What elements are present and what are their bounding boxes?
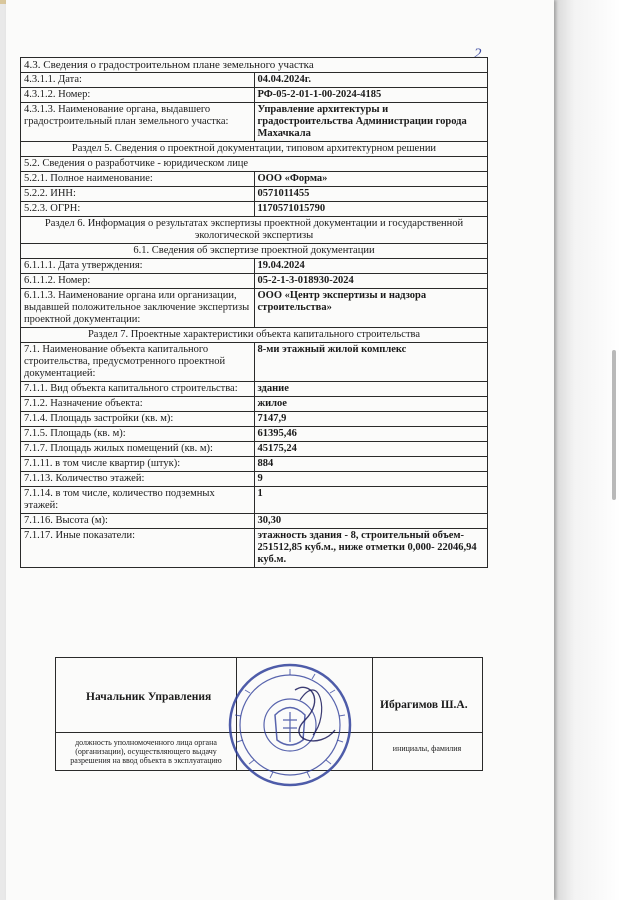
characteristic-row — [21, 514, 488, 529]
expertise-row — [21, 274, 488, 289]
characteristic-value: 884 — [254, 457, 488, 472]
characteristic-row — [21, 397, 488, 412]
page-number: 2 — [474, 46, 482, 62]
section5-title: Раздел 5. Сведения о проектной документации, типовом архитектурном решении — [21, 142, 488, 157]
characteristic-value: 7147,9 — [254, 412, 488, 427]
section61-row — [21, 244, 488, 259]
developer-label: 5.2.1. Полное наименование: — [21, 172, 255, 187]
gpzu-value: РФ-05-2-01-1-00-2024-4185 — [254, 88, 488, 103]
expertise-label: 6.1.1.2. Номер: — [21, 274, 255, 289]
scrollbar[interactable] — [612, 350, 616, 500]
characteristic-value: этажность здания - 8, строительный объем- 251512,85 куб.м., ниже отметки 0,000- 22046,94 куб.м. — [254, 529, 488, 568]
gpzu-label: 4.3.1.3. Наименование органа, выдавшего градостроительный план земельного участка: — [21, 103, 255, 142]
official-seal-stamp — [225, 660, 355, 790]
developer-row — [21, 202, 488, 217]
expertise-rows — [21, 259, 488, 328]
expertise-value: ООО «Центр экспертизы и надзора строительства» — [254, 289, 488, 328]
developer-value: ООО «Форма» — [254, 172, 488, 187]
background-right — [554, 0, 621, 900]
characteristic-row — [21, 472, 488, 487]
name-caption: инициалы, фамилия — [392, 744, 462, 753]
gpzu-value: 04.04.2024г. — [254, 73, 488, 88]
characteristic-row — [21, 529, 488, 568]
section52-row — [21, 157, 488, 172]
section7-row — [21, 328, 488, 343]
characteristic-value: 45175,24 — [254, 442, 488, 457]
section52-title: 5.2. Сведения о разработчике - юридическом лице — [21, 157, 488, 172]
gpzu-label: 4.3.1.2. Номер: — [21, 88, 255, 103]
characteristic-row — [21, 457, 488, 472]
permit-table — [20, 57, 488, 568]
header-row — [21, 58, 488, 73]
characteristic-label: 7.1.13. Количество этажей: — [21, 472, 255, 487]
characteristic-label: 7.1.14. в том числе, количество подземных этажей: — [21, 487, 255, 514]
characteristic-label: 7.1.4. Площадь застройки (кв. м): — [21, 412, 255, 427]
section61-title: 6.1. Сведения об экспертизе проектной документации — [21, 244, 488, 259]
characteristic-label: 7.1. Наименование объекта капитального строительства, предусмотренного проектной документацией: — [21, 343, 255, 382]
section6-title: Раздел 6. Информация о результатах экспертизы проектной документации и государственной экологической экспертизы — [21, 217, 488, 244]
signatory-name: Ибрагимов Ш.А. — [380, 699, 468, 711]
characteristic-label: 7.1.2. Назначение объекта: — [21, 397, 255, 412]
characteristic-row — [21, 487, 488, 514]
developer-value: 0571011455 — [254, 187, 488, 202]
characteristic-value: жилое — [254, 397, 488, 412]
characteristic-value: 8-ми этажный жилой комплекс — [254, 343, 488, 382]
gpzu-rows — [21, 73, 488, 142]
developer-value: 1170571015790 — [254, 202, 488, 217]
section6-row — [21, 217, 488, 244]
position-caption: должность уполномоченного лица органа (организации), осуществляющего выдачу разрешения на ввод объекта в эксплуатацию — [70, 738, 222, 765]
section7-title: Раздел 7. Проектные характеристики объекта капитального строительства — [21, 328, 488, 343]
gpzu-row — [21, 88, 488, 103]
characteristic-row — [21, 343, 488, 382]
developer-label: 5.2.3. ОГРН: — [21, 202, 255, 217]
characteristic-label: 7.1.16. Высота (м): — [21, 514, 255, 529]
characteristic-label: 7.1.5. Площадь (кв. м): — [21, 427, 255, 442]
signature-divider — [372, 658, 373, 770]
characteristic-row — [21, 442, 488, 457]
characteristic-label: 7.1.7. Площадь жилых помещений (кв. м): — [21, 442, 255, 457]
characteristic-value: 30,30 — [254, 514, 488, 529]
expertise-row — [21, 289, 488, 328]
developer-row — [21, 172, 488, 187]
characteristic-label: 7.1.11. в том числе квартир (штук): — [21, 457, 255, 472]
characteristic-row — [21, 382, 488, 397]
characteristic-label: 7.1.1. Вид объекта капитального строительства: — [21, 382, 255, 397]
expertise-label: 6.1.1.1. Дата утверждения: — [21, 259, 255, 274]
developer-row — [21, 187, 488, 202]
characteristic-row — [21, 412, 488, 427]
characteristic-value: 61395,46 — [254, 427, 488, 442]
expertise-value: 05-2-1-3-018930-2024 — [254, 274, 488, 289]
developer-rows — [21, 172, 488, 217]
expertise-label: 6.1.1.3. Наименование органа или организации, выдавшей положительное заключение экспертизы проектной документации: — [21, 289, 255, 328]
section-header: 4.3. Сведения о градостроительном плане земельного участка — [21, 58, 488, 73]
section5-row — [21, 142, 488, 157]
expertise-value: 19.04.2024 — [254, 259, 488, 274]
gpzu-value: Управление архитектуры и градостроительства Администрации города Махачкала — [254, 103, 488, 142]
expertise-row — [21, 259, 488, 274]
characteristic-label: 7.1.17. Иные показатели: — [21, 529, 255, 568]
gpzu-row — [21, 103, 488, 142]
gpzu-label: 4.3.1.1. Дата: — [21, 73, 255, 88]
characteristic-value: 9 — [254, 472, 488, 487]
characteristic-row — [21, 427, 488, 442]
characteristics-rows — [21, 343, 488, 568]
characteristic-value: здание — [254, 382, 488, 397]
signatory-position: Начальник Управления — [86, 691, 212, 703]
characteristic-value: 1 — [254, 487, 488, 514]
gpzu-row — [21, 73, 488, 88]
developer-label: 5.2.2. ИНН: — [21, 187, 255, 202]
